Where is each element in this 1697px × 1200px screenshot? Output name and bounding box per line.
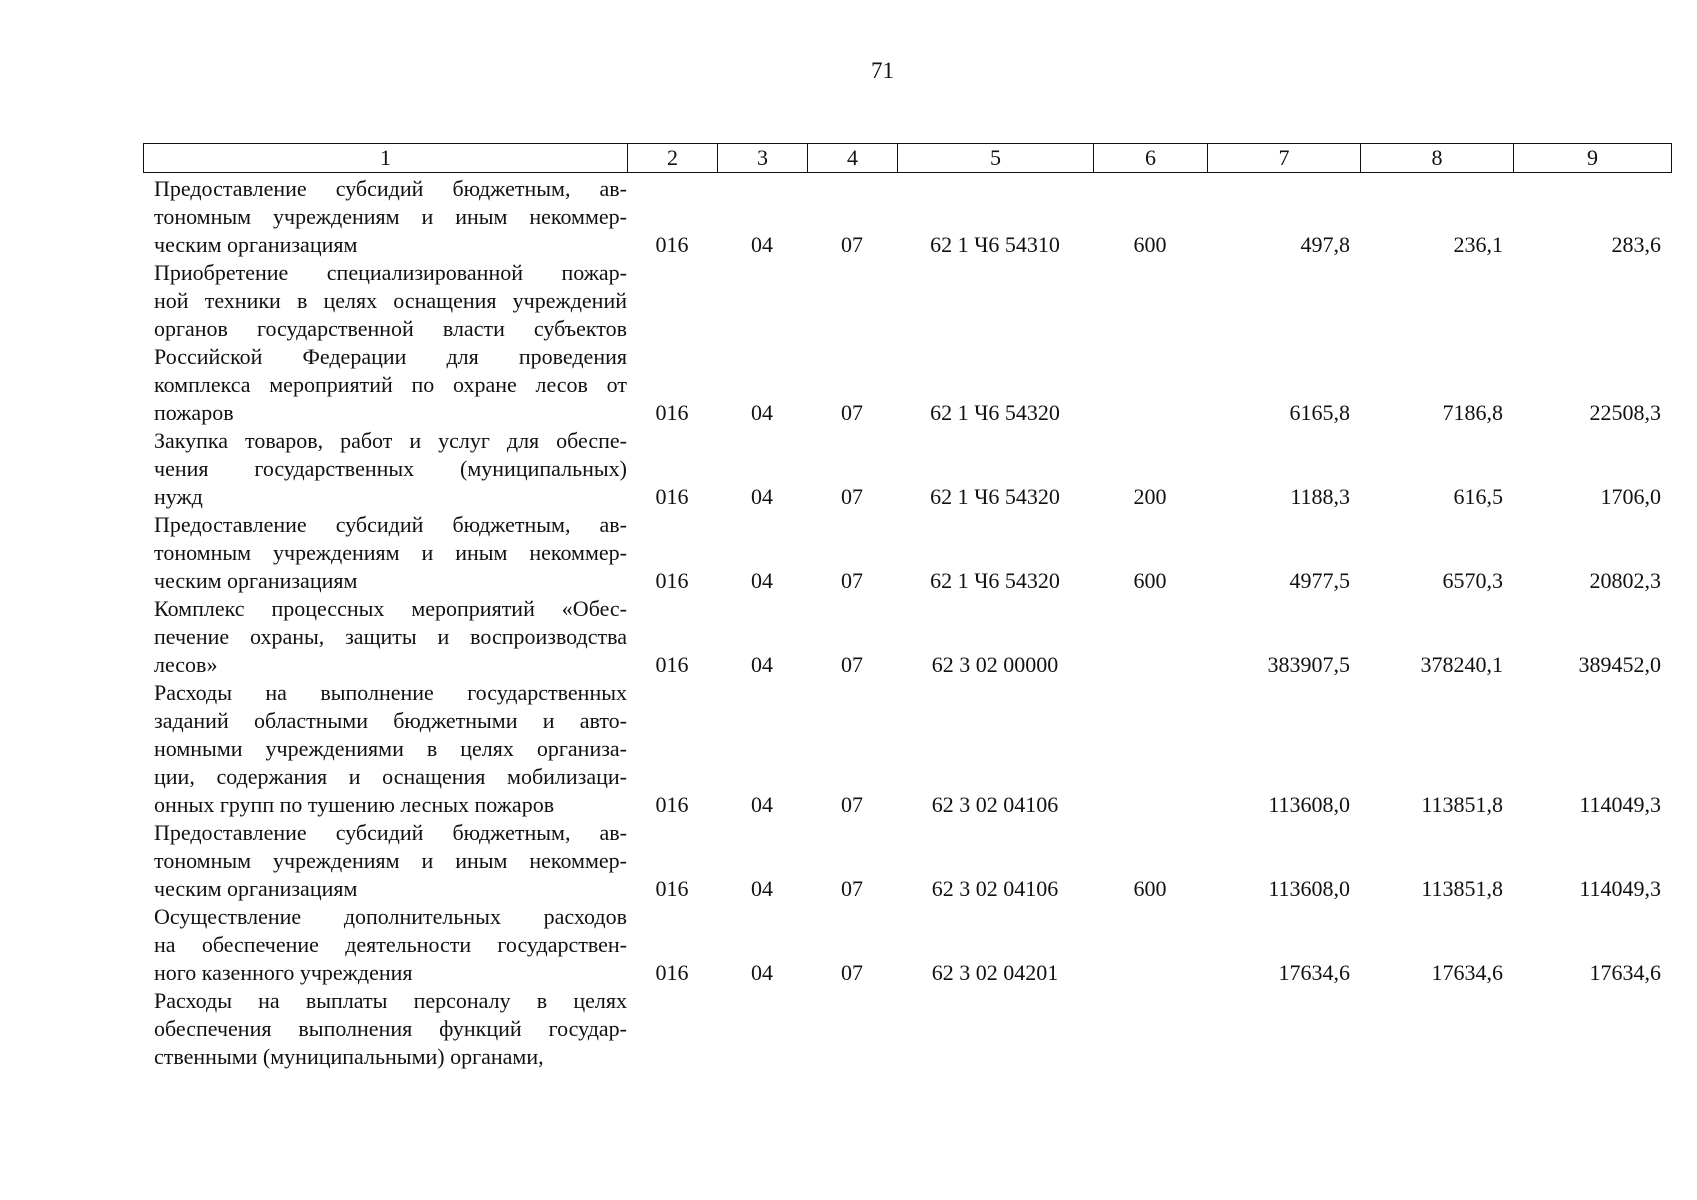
cell-col-2: 016 <box>655 484 689 509</box>
description-line: Расходы на выполнение государственных <box>154 680 627 705</box>
cell-col-4: 07 <box>841 652 863 677</box>
cell-col-2: 016 <box>655 960 689 985</box>
row-description <box>143 595 627 679</box>
description-line: Приобретение специализированной пожар- <box>154 260 627 285</box>
description-line: Расходы на выплаты персоналу в целях <box>154 988 627 1013</box>
cell-col-2: 016 <box>655 876 689 901</box>
cell-col-5: 62 3 02 00000 <box>931 652 1059 677</box>
cell-col-3: 04 <box>751 792 773 817</box>
description-line: тономным учреждениям и иным некоммер- <box>154 540 627 565</box>
row-description <box>143 259 627 427</box>
description-line: заданий областными бюджетными и авто- <box>154 708 627 733</box>
cell-col-2: 016 <box>655 652 689 677</box>
description-line: ции, содержания и оснащения мобилизаци- <box>154 764 627 789</box>
cell-col-4: 07 <box>841 792 863 817</box>
cell-col-8: 113851,8 <box>1421 792 1503 817</box>
cell-col-4: 07 <box>841 400 863 425</box>
cell-col-4: 07 <box>841 484 863 509</box>
cell-col-8: 6570,3 <box>1442 568 1503 593</box>
table-row <box>143 427 1671 511</box>
cell-col-5: 62 1 Ч6 54320 <box>930 400 1060 425</box>
description-line: Предоставление субсидий бюджетным, ав- <box>154 176 627 201</box>
cell-col-5: 62 1 Ч6 54310 <box>930 232 1060 257</box>
page-number: 71 <box>871 58 894 83</box>
description-line: нужд <box>154 484 203 509</box>
description-line: органов государственной власти субъектов <box>154 316 627 341</box>
header-col-2: 2 <box>628 144 718 173</box>
cell-col-7: 113608,0 <box>1268 876 1350 901</box>
cell-col-7: 1188,3 <box>1290 484 1350 509</box>
header-col-8: 8 <box>1361 144 1514 173</box>
description-line: лесов» <box>154 652 218 677</box>
cell-col-6: 200 <box>1133 484 1167 509</box>
row-description <box>143 903 627 987</box>
description-line: Осуществление дополнительных расходов <box>154 904 627 929</box>
description-line: Предоставление субсидий бюджетным, ав- <box>154 820 627 845</box>
table-row <box>143 595 1671 679</box>
table-row <box>143 903 1671 987</box>
description-line: ческим организациям <box>154 232 358 257</box>
cell-col-9: 20802,3 <box>1589 568 1661 593</box>
cell-col-8: 7186,8 <box>1442 400 1503 425</box>
cell-col-8: 378240,1 <box>1420 652 1503 677</box>
cell-col-2: 016 <box>655 568 689 593</box>
description-line: Предоставление субсидий бюджетным, ав- <box>154 512 627 537</box>
cell-col-2: 016 <box>655 232 689 257</box>
cell-col-8: 616,5 <box>1453 484 1503 509</box>
row-description <box>143 987 627 1071</box>
cell-col-6: 600 <box>1133 232 1167 257</box>
cell-col-3: 04 <box>751 484 773 509</box>
cell-col-7: 17634,6 <box>1278 960 1350 985</box>
cell-col-3: 04 <box>751 232 773 257</box>
cell-col-5: 62 3 02 04201 <box>931 960 1059 985</box>
header-col-1: 1 <box>144 144 628 173</box>
cell-col-3: 04 <box>751 568 773 593</box>
cell-col-7: 383907,5 <box>1267 652 1350 677</box>
cell-col-8: 236,1 <box>1453 232 1503 257</box>
description-line: обеспечения выполнения функций государ- <box>154 1016 627 1041</box>
budget-table-body <box>143 175 1671 1071</box>
cell-col-7: 113608,0 <box>1268 792 1350 817</box>
table-row <box>143 259 1671 427</box>
cell-col-5: 62 1 Ч6 54320 <box>930 568 1060 593</box>
cell-col-5: 62 1 Ч6 54320 <box>930 484 1060 509</box>
cell-col-3: 04 <box>751 960 773 985</box>
table-row <box>143 679 1671 819</box>
description-line: ческим организациям <box>154 568 358 593</box>
header-col-9: 9 <box>1514 144 1672 173</box>
cell-col-9: 389452,0 <box>1578 652 1661 677</box>
cell-col-9: 1706,0 <box>1600 484 1661 509</box>
cell-col-3: 04 <box>751 652 773 677</box>
row-description <box>143 819 627 903</box>
header-col-5: 5 <box>898 144 1094 173</box>
description-line: тономным учреждениям и иным некоммер- <box>154 848 627 873</box>
description-line: ственными (муниципальными) органами, <box>154 1044 544 1069</box>
cell-col-3: 04 <box>751 876 773 901</box>
table-row <box>143 175 1671 259</box>
cell-col-5: 62 3 02 04106 <box>931 876 1059 901</box>
cell-col-2: 016 <box>655 400 689 425</box>
description-line: номными учреждениями в целях организа- <box>154 736 627 761</box>
header-col-3: 3 <box>718 144 808 173</box>
cell-col-4: 07 <box>841 876 863 901</box>
description-line: Комплекс процессных мероприятий «Обес- <box>154 596 627 621</box>
header-col-7: 7 <box>1208 144 1361 173</box>
cell-col-9: 17634,6 <box>1589 960 1661 985</box>
description-line: ной техники в целях оснащения учреждений <box>154 288 627 313</box>
description-line: на обеспечение деятельности государствен- <box>154 932 627 957</box>
cell-col-6: 600 <box>1133 568 1167 593</box>
row-description <box>143 427 627 511</box>
cell-col-4: 07 <box>841 232 863 257</box>
description-line: Закупка товаров, работ и услуг для обеспе- <box>154 428 627 453</box>
description-line: ного казенного учреждения <box>154 960 413 985</box>
cell-col-5: 62 3 02 04106 <box>931 792 1059 817</box>
description-line: ческим организациям <box>154 876 358 901</box>
cell-col-4: 07 <box>841 568 863 593</box>
description-line: Российской Федерации для проведения <box>154 344 627 369</box>
table-row <box>143 819 1671 903</box>
description-line: пожаров <box>154 400 234 425</box>
table-row <box>143 511 1671 595</box>
row-description <box>143 511 627 595</box>
row-description <box>143 175 627 259</box>
cell-col-6: 600 <box>1133 876 1167 901</box>
header-col-6: 6 <box>1094 144 1208 173</box>
description-line: онных групп по тушению лесных пожаров <box>154 792 555 817</box>
cell-col-9: 283,6 <box>1611 232 1661 257</box>
row-description <box>143 679 627 819</box>
description-line: печение охраны, защиты и воспроизводства <box>154 624 627 649</box>
cell-col-9: 22508,3 <box>1589 400 1661 425</box>
cell-col-8: 17634,6 <box>1431 960 1503 985</box>
cell-col-9: 114049,3 <box>1579 792 1661 817</box>
description-line: тономным учреждениям и иным некоммер- <box>154 204 627 229</box>
description-line: чения государственных (муниципальных) <box>154 456 627 481</box>
cell-col-3: 04 <box>751 400 773 425</box>
header-col-4: 4 <box>808 144 898 173</box>
cell-col-7: 4977,5 <box>1289 568 1350 593</box>
cell-col-9: 114049,3 <box>1579 876 1661 901</box>
cell-col-7: 6165,8 <box>1289 400 1350 425</box>
column-number-header <box>143 143 1672 173</box>
description-line: комплекса мероприятий по охране лесов от <box>154 372 627 397</box>
cell-col-7: 497,8 <box>1300 232 1350 257</box>
cell-col-8: 113851,8 <box>1421 876 1503 901</box>
table-row <box>143 987 1671 1071</box>
cell-col-2: 016 <box>655 792 689 817</box>
cell-col-4: 07 <box>841 960 863 985</box>
